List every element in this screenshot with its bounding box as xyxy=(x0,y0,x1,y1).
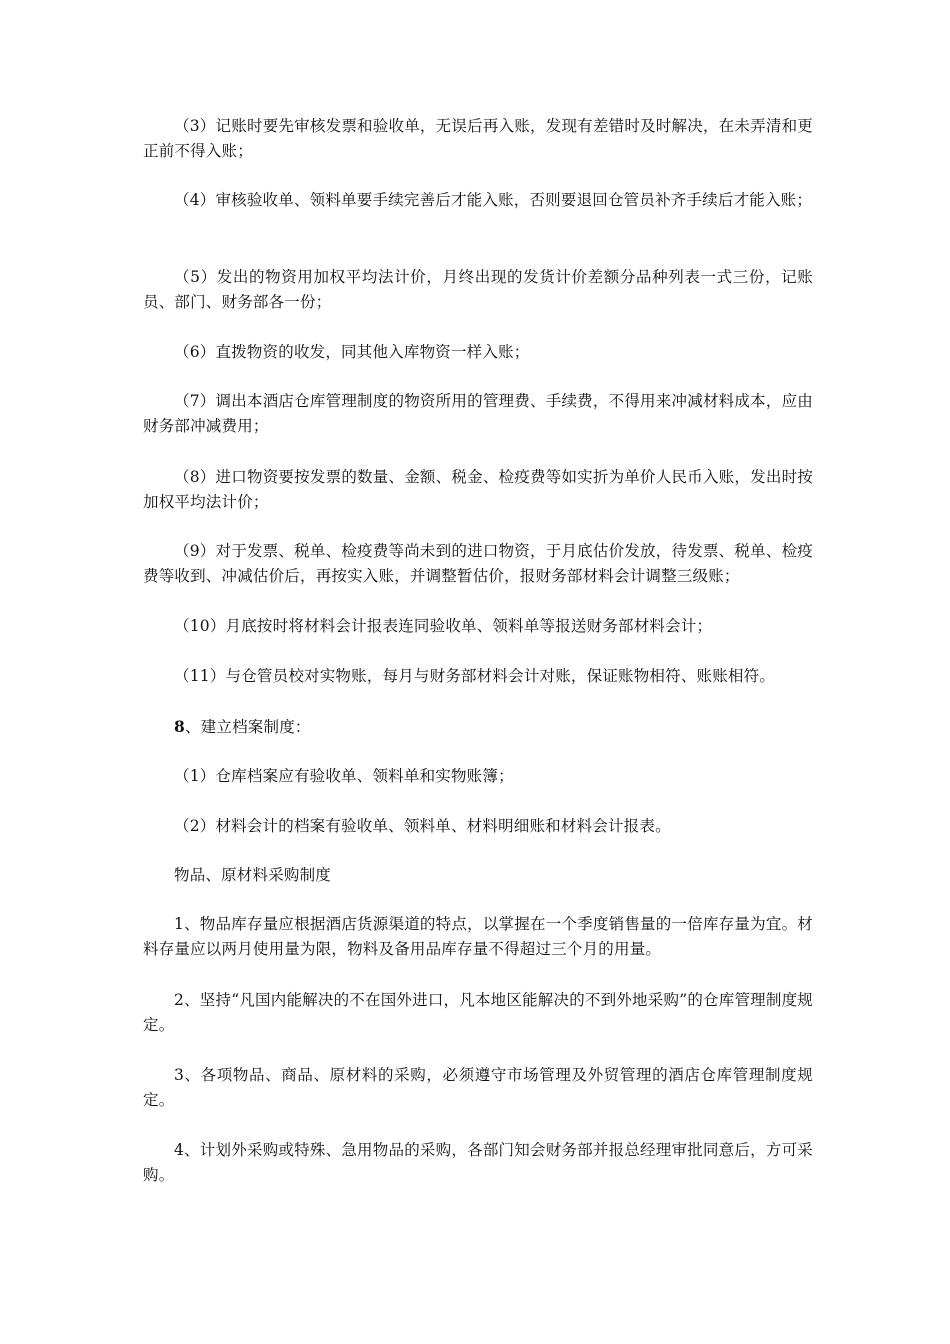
paragraph-item-10: （10）月底按时将材料会计报表连同验收单、领料单等报送财务部材料会计； xyxy=(174,617,713,635)
purchase-item-4: 4、计划外采购或特殊、急用物品的采购，各部门知会财务部并报总经理审批同意后，方可采购。 xyxy=(143,1141,813,1184)
purchase-item-2: 2、坚持“凡国内能解决的不在国外进口，凡本地区能解决的不到外地采购”的仓库管理制度规定。 xyxy=(143,991,813,1034)
section-8-item-1: （1）仓库档案应有验收单、领料单和实物账簿； xyxy=(174,767,514,785)
paragraph-item-9: （9）对于发票、税单、检疫费等尚未到的进口物资，于月底估价发放，待发票、税单、检疫费等收到、冲减估价后，再按实入账，并调整暂估价，报财务部材料会计调整三级账； xyxy=(143,542,813,585)
section-8-item-2: （2）材料会计的档案有验收单、领料单、材料明细账和材料会计报表。 xyxy=(174,817,671,835)
section-8-heading xyxy=(143,714,813,740)
paragraph-item-4: （4）审核验收单、领料单要手续完善后才能入账，否则要退回仓管员补齐手续后才能入账； xyxy=(174,191,813,209)
section-8-number: 8 xyxy=(174,717,185,736)
paragraph-item-7: （7）调出本酒店仓库管理制度的物资所用的管理费、手续费，不得用来冲减材料成本，应由财务部冲减费用； xyxy=(143,392,813,435)
paragraph-item-8: （8）进口物资要按发票的数量、金额、税金、检疫费等如实折为单价人民币入账，发出时按加权平均法计价； xyxy=(143,468,813,511)
paragraph-item-3: （3）记账时要先审核发票和验收单，无误后再入账，发现有差错时及时解决，在未弄清和更正前不得入账； xyxy=(143,117,813,160)
section-8-title: 、建立档案制度： xyxy=(185,718,311,736)
purchase-item-3: 3、各项物品、商品、原材料的采购，必须遵守市场管理及外贸管理的酒店仓库管理制度规定。 xyxy=(143,1066,813,1109)
paragraph-item-11: （11）与仓管员校对实物账，每月与财务部材料会计对账，保证账物相符、账账相符。 xyxy=(174,667,776,685)
purchase-heading: 物品、原材料采购制度 xyxy=(174,866,332,884)
paragraph-item-6: （6）直拨物资的收发，同其他入库物资一样入账； xyxy=(174,343,530,361)
purchase-item-1: 1、物品库存量应根据酒店货源渠道的特点，以掌握在一个季度销售量的一倍库存量为宜。材料存量应以两月使用量为限，物料及备用品库存量不得超过三个月的用量。 xyxy=(143,915,813,958)
paragraph-item-5: （5）发出的物资用加权平均法计价，月终出现的发货计价差额分品种列表一式三份，记账员、部门、财务部各一份； xyxy=(143,268,813,311)
